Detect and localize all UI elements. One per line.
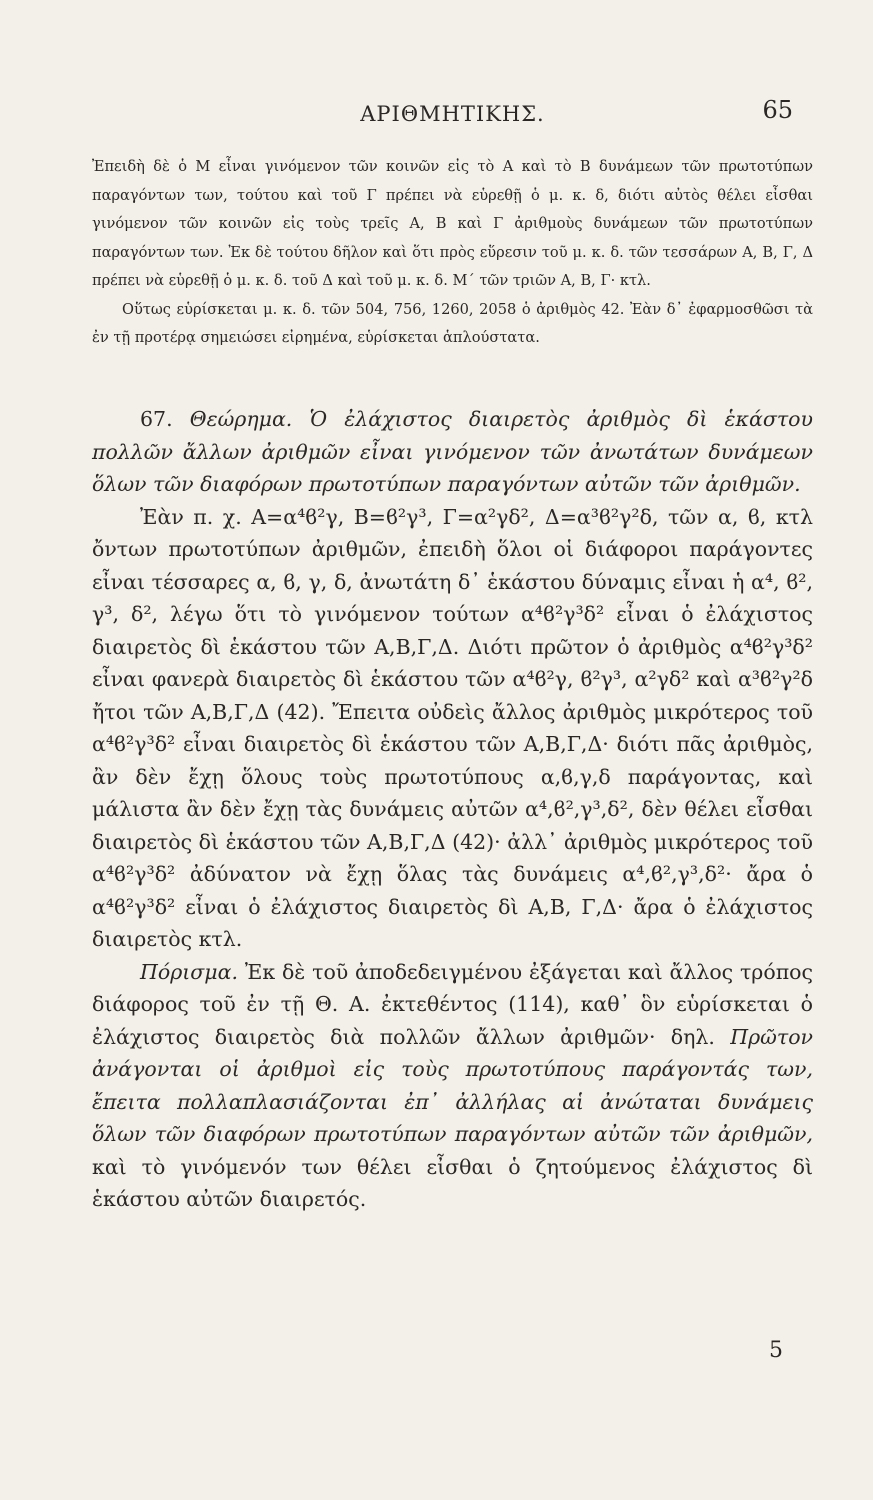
proof-paragraph: Ἐὰν π. χ. Α=α⁴ϐ²γ, Β=ϐ²γ³, Γ=α²γδ², Δ=α³ϐ²γ²δ, τῶν α, ϐ, κτλ ὄντων πρωτοτύπων ἀριθμῶν, ἐπειδὴ ὅλοι οἱ διάφοροι παράγοντες εἶναι τέσσαρες α, ϐ, γ, δ, ἀνωτάτη δ᾽ ἑκάστου δύναμις εἶναι ἡ α⁴, ϐ², γ³, δ², λέγω ὅτι τὸ γινόμενον τούτων α⁴ϐ²γ³δ² εἶναι ὁ ἐλάχιστος διαιρετὸς δὶ ἑκάστου τῶν Α,Β,Γ,Δ. Διότι πρῶτον ὁ ἀριθμὸς α⁴ϐ²γ³δ² εἶναι φανερὰ διαιρετὸς δὶ ἑκάστου τῶν α⁴ϐ²γ, ϐ²γ³, α²γδ² καὶ α³ϐ²γ²δ ἤτοι τῶν Α,Β,Γ,Δ (42). Ἔπειτα οὐδεὶς ἄλλος ἀριθμὸς μικρότερος τοῦ α⁴ϐ²γ³δ² εἶναι διαιρετὸς δὶ ἑκάστου τῶν Α,Β,Γ,Δ· διότι πᾶς ἀριθμὸς, ἂν δὲν ἔχῃ ὅλους τοὺς πρωτοτύπους α,ϐ,γ,δ παράγοντας, καὶ μάλιστα ἂν δὲν ἔχῃ τὰς δυνάμεις αὐτῶν α⁴,ϐ²,γ³,δ², δὲν θέλει εἶσθαι διαιρετὸς δὶ ἑκάστου τῶν Α,Β,Γ,Δ (42)· ἀλλ᾽ ἀριθμὸς μικρότερος τοῦ α⁴ϐ²γ³δ² ἀδύνατον νὰ ἔχῃ ὅλας τὰς δυνάμεις α⁴,ϐ²,γ³,δ²· ἄρα ὁ α⁴ϐ²γ³δ² εἶναι ὁ ἐλάχιστος διαιρετὸς δὶ Α,Β, Γ,Δ· ἄρα ὁ ἐλάχιστος διαιρετὸς κτλ. [92,504,813,951]
theorem-statement: Ὁ ἐλάχιστος διαιρετὸς ἀριθμὸς δὶ ἑκάστου πολλῶν ἄλλων ἀριθμῶν εἶναι γινόμενον τῶν ἀνωτάτων δυνάμεων ὅλων τῶν διαφόρων πρωτοτύπων παραγόντων αὐτῶν τῶν ἀριθμῶν. [92,407,813,496]
small-print-section [92,153,813,353]
signature-mark: 5 [769,1338,783,1363]
theorem-number: 67. [140,407,173,431]
porism-text: Ἐκ δὲ τοῦ ἀποδεδειγμένου ἐξάγεται καὶ ἄλλος τρόπος διάφορος τοῦ ἐν τῇ Θ. Α. ἐκτεθέντος (114), καθ᾽ ὃν εὑρίσκεται ὁ ἐλάχιστος διαιρετὸς διὰ πολλῶν ἄλλων ἀριθμῶν· δηλ. [92,959,813,1049]
note-paragraph: Οὕτως εὑρίσκεται μ. κ. δ. τῶν 504, 756, 1260, 2058 ὁ ἀριθμὸς 42. Ἐὰν δ᾽ ἐφαρμοσθῶσι τὰ ἐν τῇ προτέρᾳ σημειώσει εἰρημένα, εὑρίσκεται ἁπλούστατα. [92,300,813,346]
running-title: ΑΡΙΘΜΗΤΙΚΗΣ. [360,102,545,126]
page-header [92,96,813,142]
porism [92,956,813,1216]
porism-label: Πόρισμα. [140,959,238,984]
theorem [92,403,813,501]
note-paragraph: Ἐπειδὴ δὲ ὁ Μ εἶναι γινόμενον τῶν κοινῶν εἰς τὸ Α καὶ τὸ Β δυνάμεων τῶν πρωτοτύπων παραγόντων των, τούτου καὶ τοῦ Γ πρέπει νὰ εὑρεθῇ ὁ μ. κ. δ, διότι αὐτὸς θέλει εἶσθαι γινόμενον τῶν κοινῶν εἰς τοὺς τρεῖς Α, Β καὶ Γ ἀριθμοὺς δυνάμεων τῶν πρωτοτύπων παραγόντων των. Ἐκ δὲ τούτου δῆλον καὶ ὅτι πρὸς εὕρεσιν τοῦ μ. κ. δ. τῶν τεσσάρων Α, Β, Γ, Δ πρέπει νὰ εὑρεθῇ ὁ μ. κ. δ. τοῦ Δ καὶ τοῦ μ. κ. δ. Μ΄ τῶν τριῶν Α, Β, Γ· κτλ. [92,158,813,289]
page-number: 65 [762,96,793,124]
main-text [92,403,813,1216]
theorem-label: Θεώρημα. [189,407,293,431]
porism-emphasis: Πρῶτον ἀνάγονται οἱ ἀριθμοὶ εἰς τοὺς πρωτοτύπους παράγοντάς των, ἔπειτα πολλαπλασιάζονται ἐπ᾽ ἀλλήλας αἱ ἀνώταται δυνάμεις ὅλων τῶν διαφόρων πρωτοτύπων παραγόντων αὐτῶν τῶν ἀριθμῶν, [92,1024,813,1146]
porism-text-end: καὶ τὸ γινόμενόν των θέλει εἶσθαι ὁ ζητούμενος ἐλάχιστος δὶ ἑκάστου αὐτῶν διαιρετός. [92,1154,813,1211]
